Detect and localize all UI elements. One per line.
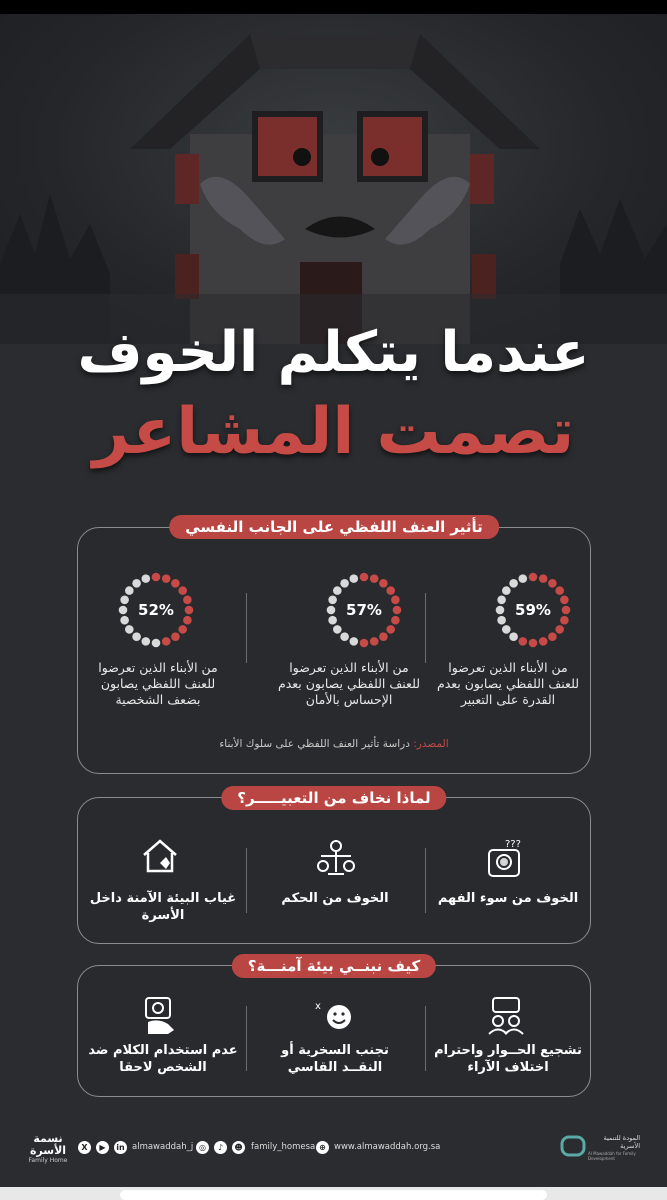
- family-home-logo: [28, 1133, 68, 1164]
- stat-percent: 57%: [346, 601, 382, 619]
- handle-family-homesa[interactable]: family_homesa: [251, 1142, 316, 1152]
- ring-dot: [502, 586, 511, 595]
- ring-dot: [539, 574, 548, 583]
- stat-description: من الأبناء الذين تعرضوا للعنف اللفظي يصابون بعدم الإحساس بالأمان: [277, 660, 421, 707]
- snapchat-icon[interactable]: ☻: [232, 1141, 245, 1154]
- ring-dot: [360, 639, 369, 648]
- no-blame-icon: [138, 994, 184, 1040]
- ring-dot: [386, 625, 395, 634]
- ring-dot: [152, 573, 161, 582]
- solution-label: تشجيع الحــوار واحترام اختلاف الآراء: [434, 1043, 582, 1075]
- instagram-icon[interactable]: ◎: [196, 1141, 209, 1154]
- top-status-bar: [0, 0, 667, 14]
- title-line-1: عندما يتكلم الخوف: [77, 320, 590, 385]
- ring-dot: [360, 573, 369, 582]
- ring-dot: [529, 639, 538, 648]
- svg-text:???: ???: [505, 839, 521, 850]
- ring-dot: [519, 574, 528, 583]
- almawaddah-logo-ar: المودة للتنمية الأسرية: [603, 1134, 640, 1150]
- ring-dot: [178, 586, 187, 595]
- ring-dot: [350, 637, 359, 646]
- ring-dot: [509, 579, 518, 588]
- ring-dot: [555, 586, 564, 595]
- youtube-icon[interactable]: ▶: [96, 1141, 109, 1154]
- svg-text:x: x: [315, 1001, 321, 1012]
- stat-percent: 59%: [515, 601, 551, 619]
- ring-dot: [333, 586, 342, 595]
- ring-dot: [350, 574, 359, 583]
- stat-description: من الأبناء الذين تعرضوا للعنف اللفظي يصابون بعدم القدرة على التعبير: [436, 660, 580, 707]
- section-heading-how: كيف نبنــي بيئة آمنـــة؟: [232, 954, 436, 978]
- broken-home-icon: [138, 833, 184, 879]
- reason-label: غياب البيئة الآمنة داخل الأسرة: [89, 891, 237, 923]
- ring-dot: [379, 579, 388, 588]
- ring-dot: [162, 637, 171, 646]
- solution-divider: [425, 1006, 426, 1071]
- ring-dot: [125, 625, 134, 634]
- title-line-2: تصمت المشاعر: [92, 395, 575, 469]
- linkedin-icon[interactable]: in: [114, 1141, 127, 1154]
- ring-dot: [548, 579, 557, 588]
- reasons-panel: [77, 789, 591, 944]
- ring-dot: [548, 632, 557, 641]
- ring-dot: [340, 579, 349, 588]
- ring-dot: [162, 574, 171, 583]
- solution-label: عدم استخدام الكلام ضد الشخص لاحقا: [88, 1043, 238, 1075]
- almawaddah-logo: [560, 1129, 640, 1163]
- family-home-logo-text: نسمة الأسرة: [29, 1132, 67, 1157]
- ring-dot: [340, 632, 349, 641]
- ring-dot: [386, 586, 395, 595]
- almawaddah-logo-en: Al Mawaddah for Family Development: [588, 1151, 636, 1161]
- stat-divider: [246, 593, 247, 663]
- ring-dot: [125, 586, 134, 595]
- reason-divider: [425, 848, 426, 913]
- tiktok-icon[interactable]: ♪: [214, 1141, 227, 1154]
- scared-house-illustration: [0, 14, 667, 344]
- ring-dot: [132, 632, 141, 641]
- solution-divider: [246, 1006, 247, 1071]
- ring-dot: [171, 579, 180, 588]
- ring-dot: [529, 573, 538, 582]
- judgment-scale-icon: [313, 836, 359, 882]
- solutions-panel: [77, 957, 591, 1097]
- ring-dot: [502, 625, 511, 634]
- family-home-logo-sub: Family Home: [28, 1157, 68, 1164]
- ring-dot: [142, 637, 151, 646]
- stat-divider: [425, 593, 426, 663]
- section-heading-impact: تأثير العنف اللفظي على الجانب النفسي: [169, 515, 499, 539]
- section-heading-why: لماذا نخاف من التعبيـــــر؟: [221, 786, 446, 810]
- stat-description: من الأبناء الذين تعرضوا للعنف اللفظي يصابون بضعف الشخصية: [98, 660, 218, 707]
- ring-dot: [142, 574, 151, 583]
- handle-almawaddah[interactable]: almawaddah_j: [132, 1142, 194, 1152]
- x-icon[interactable]: X: [78, 1141, 91, 1154]
- dialogue-people-icon: [483, 994, 529, 1040]
- reason-label: الخوف من الحكم: [281, 891, 389, 906]
- ring-dot: [333, 625, 342, 634]
- stats-panel: [77, 518, 591, 774]
- solution-label: تجنب السخرية أو النقــد القاسي: [281, 1043, 389, 1075]
- home-indicator[interactable]: [120, 1190, 547, 1200]
- source-note: [78, 738, 590, 750]
- reason-label: الخوف من سوء الفهم: [437, 891, 579, 906]
- hero-illustration: [0, 14, 667, 344]
- no-mocking-icon: [313, 994, 359, 1040]
- ring-dot: [178, 625, 187, 634]
- ring-dot: [370, 637, 379, 646]
- ring-dot: [555, 625, 564, 634]
- website-link[interactable]: www.almawaddah.org.sa: [334, 1142, 441, 1152]
- stat-percent: 52%: [138, 601, 174, 619]
- reason-divider: [246, 848, 247, 913]
- ring-dot: [519, 637, 528, 646]
- source-text: دراسة تأثير العنف اللفظي على سلوك الأبناء: [219, 738, 410, 750]
- source-label: المصدر:: [413, 738, 449, 750]
- ring-dot: [152, 639, 161, 648]
- ring-dot: [539, 637, 548, 646]
- ring-dot: [171, 632, 180, 641]
- almawaddah-logo-mark: [560, 1135, 586, 1157]
- ring-dot: [132, 579, 141, 588]
- ring-dot: [379, 632, 388, 641]
- footer: [0, 1125, 667, 1185]
- ring-dot: [370, 574, 379, 583]
- globe-icon[interactable]: ⊕: [316, 1141, 329, 1154]
- confused-person-icon: [483, 836, 529, 882]
- ring-dot: [509, 632, 518, 641]
